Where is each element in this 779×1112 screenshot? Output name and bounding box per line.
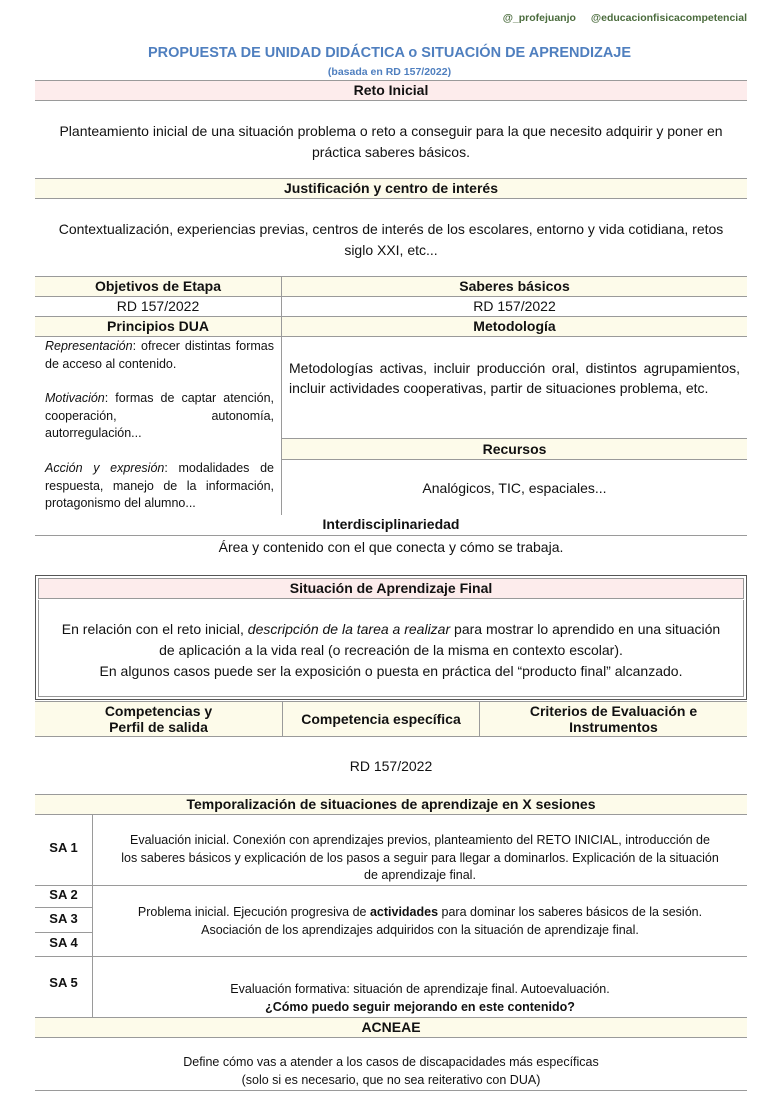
handle-educacionfisica: @educacionfisicacompetencial [590, 12, 747, 24]
situacion-final-heading: Situación de Aprendizaje Final [38, 578, 744, 599]
objetivos-heading: Objetivos de Etapa [35, 277, 281, 296]
dua-motivacion-text: : formas de captar atención, cooperación, autonomía, autorregulación... [45, 391, 274, 440]
objetivos-value: RD 157/2022 [35, 297, 281, 316]
sa5-line-2: ¿Cómo puedo seguir mejorando en este contenido? [265, 999, 575, 1014]
justificacion-line-2: siglo XXI, etc... [344, 242, 438, 258]
situacion-final-text [42, 619, 740, 682]
recursos-heading: Recursos [282, 439, 747, 459]
sa1-line-2: los saberes básicos y explicación de los pasos a seguir para llegar a dominarlos. Explicación de la situación [121, 850, 719, 865]
competencias-row [35, 701, 747, 737]
dua-motivacion [45, 390, 274, 443]
acneae-text [35, 1054, 747, 1089]
acneae-line-2: (solo si es necesario, que no sea reiterativo con DUA) [241, 1072, 541, 1087]
justificacion-heading: Justificación y centro de interés [35, 178, 747, 199]
dua-representacion [45, 338, 274, 373]
situacion-line1-em: descripción de la tarea a realizar [247, 621, 451, 637]
sa234-line-1 [97, 904, 743, 922]
reto-heading: Reto Inicial [35, 80, 747, 101]
situacion-final-box [35, 575, 747, 700]
criterios-line-2: Instrumentos [569, 719, 658, 735]
dua-accion [45, 460, 274, 513]
competencias-line-2: Perfil de salida [109, 719, 208, 735]
temporalizacion-table [35, 794, 747, 1018]
situacion-line1-post: para mostrar lo aprendido en una situación [450, 621, 721, 637]
sa5-text [97, 981, 743, 1016]
acneae-line-1: Define cómo vas a atender a los casos de discapacidades más específicas [183, 1055, 599, 1069]
sa1-line-3: de aprendizaje final. [364, 868, 476, 882]
page-subtitle: (basada en RD 157/2022) [327, 66, 452, 78]
sa2-label: SA 2 [49, 887, 78, 902]
planning-table [35, 276, 747, 516]
sa234-line1-pre: Problema inicial. Ejecución progresiva de [137, 905, 370, 919]
dua-accion-label: Acción y expresión [45, 461, 165, 475]
saberes-value: RD 157/2022 [282, 297, 747, 316]
page-title: PROPUESTA DE UNIDAD DIDÁCTICA o SITUACIÓN DE APRENDIZAJE [147, 45, 632, 61]
sa234-line-2: Asociación de los aprendizajes adquiridos con la situación de aprendizaje final. [201, 922, 639, 937]
sa3-label: SA 3 [49, 911, 78, 926]
reto-line-1: Planteamiento inicial de una situación problema o reto a conseguir para la que necesito adquirir y poner en [59, 123, 723, 139]
competencias-perfil-heading [35, 703, 282, 735]
sa1-label: SA 1 [49, 840, 78, 855]
bottom-rule [35, 1090, 747, 1091]
reto-text [35, 121, 747, 163]
sa234-line1-bold: actividades [369, 905, 439, 919]
recursos-text: Analógicos, TIC, espaciales... [282, 480, 747, 496]
situacion-final-line-2: de aplicación a la vida real (o recreación de la misma en contexto escolar). [159, 642, 623, 658]
interdisciplinariedad-heading: Interdisciplinariedad [35, 515, 747, 536]
dua-accion-text: : modalidades de respuesta, manejo de la información, protagonismo del alumno... [45, 461, 274, 510]
sa1-text [97, 832, 743, 885]
handle-profejuanjo: @_profejuanjo [502, 12, 576, 24]
social-handles [491, 12, 747, 24]
sa5-line-1: Evaluación formativa: situación de aprendizaje final. Autoevaluación. [230, 982, 610, 996]
dua-representacion-label: Representación [45, 339, 133, 353]
sa234-text [97, 904, 743, 939]
competencias-value: RD 157/2022 [349, 758, 433, 774]
dua-motivacion-label: Motivación [45, 391, 105, 405]
metodologia-text: Metodologías activas, incluir producción oral, distintos agrupamientos, incluir actividades cooperativas, partir de situaciones problema, etc. [289, 360, 740, 396]
dua-heading: Principios DUA [35, 317, 281, 336]
metodologia-heading: Metodología [282, 317, 747, 336]
situacion-line1-pre: En relación con el reto inicial, [61, 621, 248, 637]
acneae-heading: ACNEAE [35, 1017, 747, 1038]
dua-representacion-text: : ofrecer distintas formas de acceso al contenido. [45, 339, 274, 371]
situacion-final-line-1 [42, 619, 740, 640]
sa1-line-1: Evaluación inicial. Conexión con aprendizajes previos, planteamiento del RETO INICIAL, introducción de [130, 833, 710, 847]
competencias-line-1: Competencias y [104, 703, 213, 719]
justificacion-text [35, 219, 747, 261]
interdisciplinariedad-text: Área y contenido con el que conecta y cómo se trabaja. [218, 539, 564, 555]
sa5-label: SA 5 [49, 975, 78, 990]
sa234-line1-post: para dominar los saberes básicos de la sesión. [438, 905, 703, 919]
reto-line-2: práctica saberes básicos. [312, 144, 470, 160]
competencia-especifica-heading: Competencia específica [301, 711, 461, 727]
sa4-label: SA 4 [49, 935, 78, 950]
temporalizacion-heading: Temporalización de situaciones de aprendizaje en X sesiones [35, 794, 747, 815]
criterios-heading [480, 703, 747, 735]
criterios-line-1: Criterios de Evaluación e [529, 703, 698, 719]
justificacion-line-1: Contextualización, experiencias previas, centros de interés de los escolares, entorno y vida cotidiana, retos [58, 221, 724, 237]
situacion-final-line-3: En algunos casos puede ser la exposición o puesta en práctica del “producto final” alcanzado. [99, 663, 683, 679]
saberes-heading: Saberes básicos [282, 277, 747, 296]
